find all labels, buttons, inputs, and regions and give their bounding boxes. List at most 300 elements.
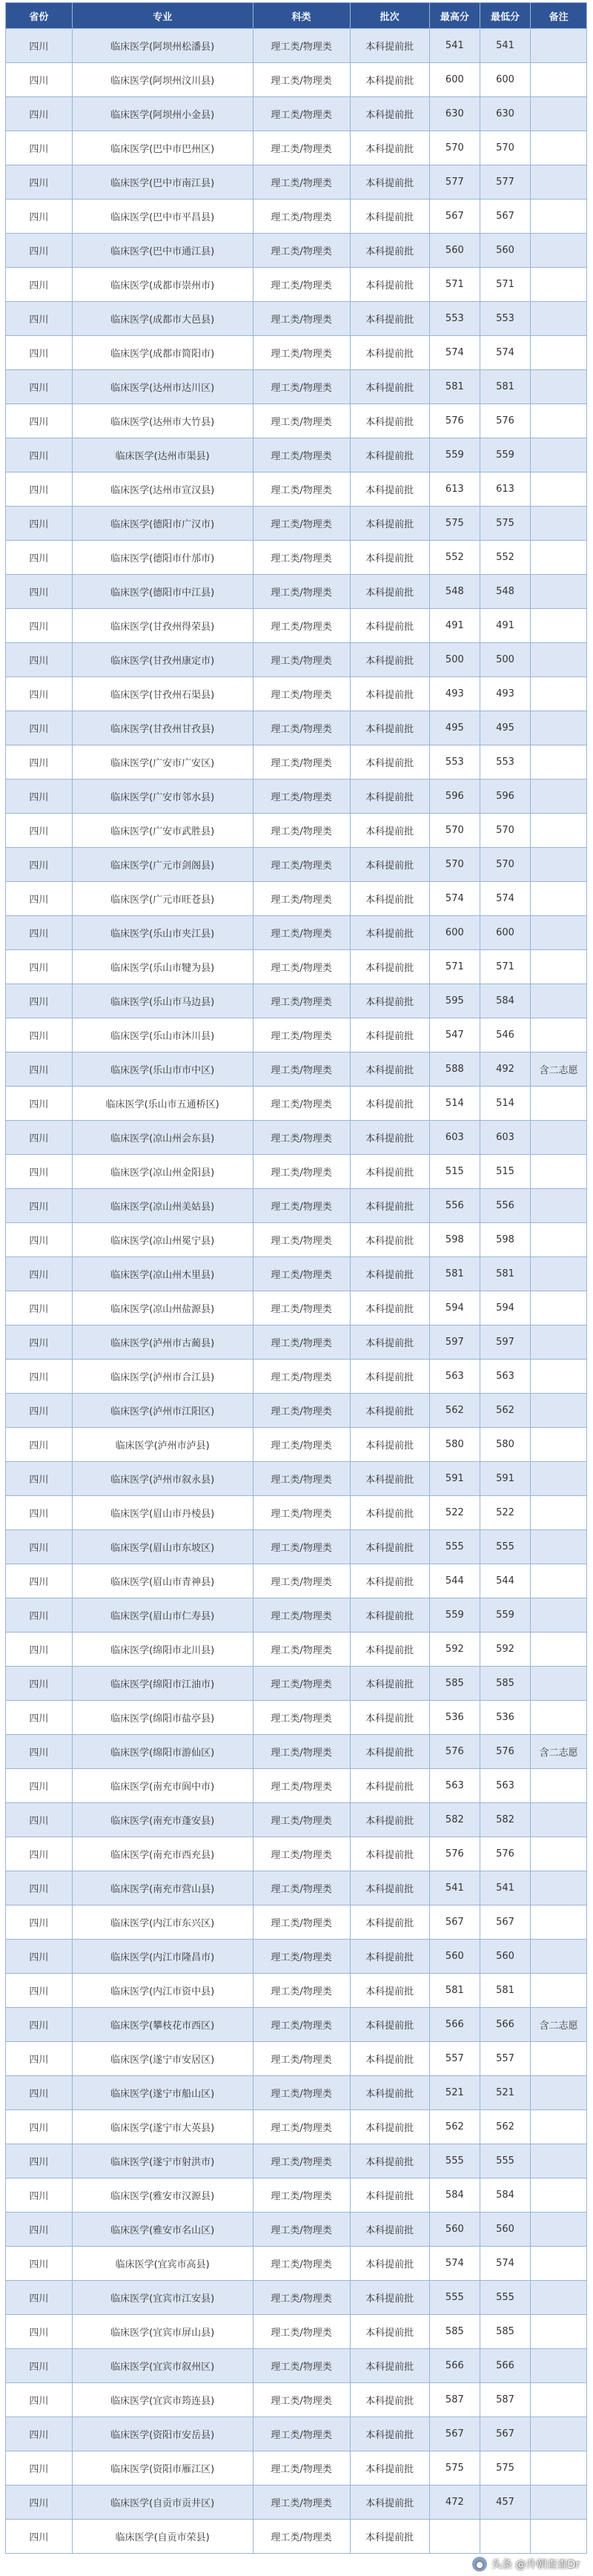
cell-major: 临床医学(凉山州盐源县) (72, 1291, 253, 1325)
cell-province: 四川 (6, 1633, 73, 1667)
cell-min-score: 574 (480, 336, 530, 370)
cell-category: 理工类/物理类 (253, 2076, 350, 2110)
cell-min-score: 555 (480, 2144, 530, 2178)
cell-min-score: 495 (480, 711, 530, 745)
cell-note (531, 2417, 587, 2451)
admission-table (5, 2, 587, 2554)
cell-max-score: 521 (429, 2076, 480, 2110)
cell-min-score: 570 (480, 814, 530, 848)
cell-note (531, 814, 587, 848)
cell-note (531, 29, 587, 63)
cell-note (531, 2110, 587, 2144)
cell-batch: 本科提前批 (350, 1496, 429, 1530)
cell-max-score: 570 (429, 131, 480, 165)
cell-batch: 本科提前批 (350, 1530, 429, 1564)
cell-max-score: 547 (429, 1018, 480, 1053)
cell-max-score: 541 (429, 1871, 480, 1905)
cell-province: 四川 (6, 370, 73, 404)
cell-major: 临床医学(德阳市中江县) (72, 575, 253, 609)
cell-batch: 本科提前批 (350, 2042, 429, 2076)
table-row (6, 507, 587, 541)
cell-max-score: 574 (429, 336, 480, 370)
cell-major: 临床医学(甘孜州甘孜县) (72, 711, 253, 745)
table-row (6, 1905, 587, 1940)
cell-category: 理工类/物理类 (253, 1360, 350, 1394)
cell-max-score: 570 (429, 814, 480, 848)
cell-major: 临床医学(阿坝州汶川县) (72, 63, 253, 97)
cell-major: 临床医学(宜宾市屏山县) (72, 2315, 253, 2349)
cell-max-score: 544 (429, 1564, 480, 1598)
cell-province: 四川 (6, 1291, 73, 1325)
cell-category: 理工类/物理类 (253, 1598, 350, 1633)
cell-min-score: 576 (480, 1735, 530, 1769)
cell-note (531, 1257, 587, 1291)
cell-min-score: 491 (480, 609, 530, 643)
cell-category: 理工类/物理类 (253, 1121, 350, 1155)
table-row (6, 1735, 587, 1769)
header-province: 省份 (6, 3, 73, 29)
cell-province: 四川 (6, 745, 73, 780)
cell-major: 临床医学(泸州市叙永县) (72, 1462, 253, 1496)
cell-max-score: 553 (429, 745, 480, 780)
table-row (6, 1428, 587, 1462)
cell-province: 四川 (6, 1121, 73, 1155)
cell-min-score: 577 (480, 165, 530, 200)
cell-province: 四川 (6, 1837, 73, 1871)
cell-province: 四川 (6, 438, 73, 472)
cell-category: 理工类/物理类 (253, 541, 350, 575)
table-row (6, 745, 587, 780)
cell-category: 理工类/物理类 (253, 1462, 350, 1496)
cell-category: 理工类/物理类 (253, 1394, 350, 1428)
cell-province: 四川 (6, 1223, 73, 1257)
cell-max-score: 613 (429, 472, 480, 507)
cell-category: 理工类/物理类 (253, 1667, 350, 1701)
table-row (6, 1564, 587, 1598)
cell-note (531, 882, 587, 916)
cell-max-score: 567 (429, 1905, 480, 1940)
table-row (6, 131, 587, 165)
cell-note (531, 200, 587, 234)
cell-batch: 本科提前批 (350, 1189, 429, 1223)
cell-category: 理工类/物理类 (253, 1018, 350, 1053)
cell-major: 临床医学(资阳市雁江区) (72, 2451, 253, 2486)
cell-min-score: 566 (480, 2349, 530, 2383)
cell-batch: 本科提前批 (350, 1803, 429, 1837)
cell-province: 四川 (6, 984, 73, 1018)
cell-note (531, 1871, 587, 1905)
cell-max-score: 581 (429, 1974, 480, 2008)
cell-min-score: 576 (480, 404, 530, 438)
table-row (6, 916, 587, 950)
cell-category: 理工类/物理类 (253, 2451, 350, 2486)
cell-min-score: 553 (480, 302, 530, 336)
cell-province: 四川 (6, 1735, 73, 1769)
cell-note (531, 438, 587, 472)
watermark (472, 2557, 580, 2572)
cell-note: 含二志愿 (531, 1053, 587, 1087)
cell-province: 四川 (6, 2520, 73, 2554)
cell-note (531, 541, 587, 575)
cell-note (531, 2042, 587, 2076)
cell-max-score: 562 (429, 1394, 480, 1428)
cell-min-score: 600 (480, 916, 530, 950)
table-row (6, 2042, 587, 2076)
cell-min-score: 556 (480, 1189, 530, 1223)
cell-max-score: 597 (429, 1325, 480, 1360)
cell-category: 理工类/物理类 (253, 1769, 350, 1803)
cell-category: 理工类/物理类 (253, 984, 350, 1018)
cell-batch: 本科提前批 (350, 165, 429, 200)
cell-min-score: 493 (480, 677, 530, 711)
cell-min-score: 552 (480, 541, 530, 575)
cell-major: 临床医学(广安市广安区) (72, 745, 253, 780)
cell-max-score: 575 (429, 507, 480, 541)
cell-province: 四川 (6, 1053, 73, 1087)
cell-note: 含二志愿 (531, 2008, 587, 2042)
cell-category: 理工类/物理类 (253, 507, 350, 541)
cell-min-score: 522 (480, 1496, 530, 1530)
cell-batch: 本科提前批 (350, 1394, 429, 1428)
cell-major: 临床医学(遂宁市船山区) (72, 2076, 253, 2110)
cell-min-score: 544 (480, 1564, 530, 1598)
cell-category: 理工类/物理类 (253, 234, 350, 268)
table-row (6, 438, 587, 472)
table-row (6, 2520, 587, 2554)
cell-province: 四川 (6, 1530, 73, 1564)
table-row (6, 2315, 587, 2349)
table-row (6, 814, 587, 848)
cell-province: 四川 (6, 268, 73, 302)
table-row (6, 1257, 587, 1291)
table-row (6, 2451, 587, 2486)
cell-max-score: 560 (429, 1940, 480, 1974)
cell-note (531, 1428, 587, 1462)
cell-batch: 本科提前批 (350, 404, 429, 438)
cell-batch: 本科提前批 (350, 575, 429, 609)
cell-max-score: 576 (429, 404, 480, 438)
cell-province: 四川 (6, 165, 73, 200)
cell-min-score: 567 (480, 200, 530, 234)
cell-batch: 本科提前批 (350, 1871, 429, 1905)
cell-note (531, 1394, 587, 1428)
cell-batch: 本科提前批 (350, 268, 429, 302)
cell-min-score: 514 (480, 1087, 530, 1121)
cell-category: 理工类/物理类 (253, 1940, 350, 1974)
table-row (6, 370, 587, 404)
cell-note (531, 848, 587, 882)
cell-note (531, 1598, 587, 1633)
cell-note (531, 2178, 587, 2213)
cell-major: 临床医学(甘孜州得荣县) (72, 609, 253, 643)
cell-category: 理工类/物理类 (253, 1189, 350, 1223)
cell-max-score: 557 (429, 2042, 480, 2076)
cell-batch: 本科提前批 (350, 1257, 429, 1291)
cell-max-score: 541 (429, 29, 480, 63)
table-row (6, 1701, 587, 1735)
cell-category: 理工类/物理类 (253, 1837, 350, 1871)
cell-major: 临床医学(巴中市通江县) (72, 234, 253, 268)
cell-max-score: 553 (429, 302, 480, 336)
cell-category: 理工类/物理类 (253, 404, 350, 438)
header-major: 专业 (72, 3, 253, 29)
cell-min-score: 559 (480, 438, 530, 472)
cell-max-score: 567 (429, 2417, 480, 2451)
cell-category: 理工类/物理类 (253, 1871, 350, 1905)
cell-category: 理工类/物理类 (253, 2213, 350, 2247)
cell-note (531, 370, 587, 404)
cell-major: 临床医学(雅安市名山区) (72, 2213, 253, 2247)
cell-batch: 本科提前批 (350, 677, 429, 711)
cell-min-score: 515 (480, 1155, 530, 1189)
cell-min-score: 630 (480, 97, 530, 131)
cell-province: 四川 (6, 1905, 73, 1940)
cell-category: 理工类/物理类 (253, 1905, 350, 1940)
cell-note (531, 1940, 587, 1974)
cell-max-score: 566 (429, 2349, 480, 2383)
table-row (6, 1871, 587, 1905)
table-row (6, 2281, 587, 2315)
cell-major: 临床医学(眉山市丹棱县) (72, 1496, 253, 1530)
cell-province: 四川 (6, 63, 73, 97)
cell-province: 四川 (6, 2247, 73, 2281)
cell-province: 四川 (6, 2144, 73, 2178)
cell-major: 临床医学(内江市资中县) (72, 1974, 253, 2008)
cell-major: 临床医学(德阳市广汉市) (72, 507, 253, 541)
table-row (6, 711, 587, 745)
cell-province: 四川 (6, 575, 73, 609)
cell-province: 四川 (6, 336, 73, 370)
cell-batch: 本科提前批 (350, 302, 429, 336)
cell-category: 理工类/物理类 (253, 1155, 350, 1189)
cell-max-score: 596 (429, 780, 480, 814)
cell-province: 四川 (6, 2110, 73, 2144)
cell-min-score: 567 (480, 1905, 530, 1940)
cell-major: 临床医学(遂宁市射洪市) (72, 2144, 253, 2178)
cell-min-score: 592 (480, 1633, 530, 1667)
cell-major: 临床医学(阿坝州小金县) (72, 97, 253, 131)
cell-province: 四川 (6, 848, 73, 882)
cell-province: 四川 (6, 2315, 73, 2349)
cell-category: 理工类/物理类 (253, 2042, 350, 2076)
cell-batch: 本科提前批 (350, 2383, 429, 2417)
table-row (6, 848, 587, 882)
cell-batch: 本科提前批 (350, 2315, 429, 2349)
cell-max-score: 630 (429, 97, 480, 131)
cell-category: 理工类/物理类 (253, 1803, 350, 1837)
cell-batch: 本科提前批 (350, 1462, 429, 1496)
cell-max-score: 580 (429, 1428, 480, 1462)
cell-province: 四川 (6, 1462, 73, 1496)
cell-major: 临床医学(成都市大邑县) (72, 302, 253, 336)
cell-note (531, 2383, 587, 2417)
cell-max-score: 576 (429, 1735, 480, 1769)
cell-province: 四川 (6, 2213, 73, 2247)
cell-note (531, 2076, 587, 2110)
cell-min-score: 600 (480, 63, 530, 97)
cell-category: 理工类/物理类 (253, 848, 350, 882)
cell-note (531, 1291, 587, 1325)
cell-batch: 本科提前批 (350, 2178, 429, 2213)
cell-province: 四川 (6, 711, 73, 745)
cell-batch: 本科提前批 (350, 200, 429, 234)
cell-max-score: 563 (429, 1769, 480, 1803)
cell-max-score: 585 (429, 1667, 480, 1701)
cell-province: 四川 (6, 2008, 73, 2042)
cell-province: 四川 (6, 1667, 73, 1701)
watermark-text: 头条 @升朝查查Dr (491, 2559, 580, 2571)
cell-major: 临床医学(绵阳市江油市) (72, 1667, 253, 1701)
cell-note: 含二志愿 (531, 1735, 587, 1769)
cell-min-score: 560 (480, 2213, 530, 2247)
cell-major: 临床医学(乐山市马边县) (72, 984, 253, 1018)
table-row (6, 1291, 587, 1325)
cell-category: 理工类/物理类 (253, 131, 350, 165)
cell-max-score: 562 (429, 2110, 480, 2144)
cell-min-score: 555 (480, 1530, 530, 1564)
cell-min-score: 492 (480, 1053, 530, 1087)
cell-min-score: 567 (480, 2417, 530, 2451)
cell-max-score: 555 (429, 2281, 480, 2315)
cell-batch: 本科提前批 (350, 541, 429, 575)
cell-batch: 本科提前批 (350, 1428, 429, 1462)
cell-batch: 本科提前批 (350, 780, 429, 814)
cell-major: 临床医学(自贡市贡井区) (72, 2486, 253, 2520)
cell-province: 四川 (6, 1564, 73, 1598)
table-row (6, 2110, 587, 2144)
cell-category: 理工类/物理类 (253, 97, 350, 131)
cell-category: 理工类/物理类 (253, 336, 350, 370)
cell-note (531, 1496, 587, 1530)
cell-batch: 本科提前批 (350, 1121, 429, 1155)
table-row (6, 1325, 587, 1360)
cell-category: 理工类/物理类 (253, 1223, 350, 1257)
table-row (6, 1530, 587, 1564)
table-row (6, 780, 587, 814)
cell-major: 临床医学(广元市剑阁县) (72, 848, 253, 882)
cell-note (531, 916, 587, 950)
cell-category: 理工类/物理类 (253, 2349, 350, 2383)
cell-province: 四川 (6, 609, 73, 643)
cell-category: 理工类/物理类 (253, 2110, 350, 2144)
cell-note (531, 1155, 587, 1189)
cell-major: 临床医学(南充市蓬安县) (72, 1803, 253, 1837)
cell-province: 四川 (6, 29, 73, 63)
cell-note (531, 2520, 587, 2554)
cell-batch: 本科提前批 (350, 438, 429, 472)
table-row (6, 1803, 587, 1837)
cell-min-score: 576 (480, 1837, 530, 1871)
cell-category: 理工类/物理类 (253, 2178, 350, 2213)
cell-province: 四川 (6, 1428, 73, 1462)
cell-category: 理工类/物理类 (253, 1087, 350, 1121)
cell-major: 临床医学(自贡市荣县) (72, 2520, 253, 2554)
cell-max-score: 563 (429, 1360, 480, 1394)
cell-max-score: 495 (429, 711, 480, 745)
cell-batch: 本科提前批 (350, 1360, 429, 1394)
cell-min-score: 582 (480, 1803, 530, 1837)
cell-province: 四川 (6, 2451, 73, 2486)
cell-major: 临床医学(内江市隆昌市) (72, 1940, 253, 1974)
cell-max-score: 592 (429, 1633, 480, 1667)
cell-province: 四川 (6, 507, 73, 541)
cell-note (531, 1462, 587, 1496)
cell-note (531, 2486, 587, 2520)
cell-batch: 本科提前批 (350, 1598, 429, 1633)
cell-major: 临床医学(眉山市青神县) (72, 1564, 253, 1598)
cell-province: 四川 (6, 780, 73, 814)
table-row (6, 1360, 587, 1394)
cell-category: 理工类/物理类 (253, 2520, 350, 2554)
cell-min-score: 562 (480, 2110, 530, 2144)
cell-batch: 本科提前批 (350, 97, 429, 131)
cell-category: 理工类/物理类 (253, 63, 350, 97)
cell-max-score: 559 (429, 438, 480, 472)
cell-province: 四川 (6, 1394, 73, 1428)
table-row (6, 1087, 587, 1121)
avatar-icon: ● (472, 2557, 487, 2572)
cell-batch: 本科提前批 (350, 2281, 429, 2315)
table-row (6, 2008, 587, 2042)
cell-category: 理工类/物理类 (253, 2144, 350, 2178)
cell-min-score: 584 (480, 2178, 530, 2213)
table-row (6, 1189, 587, 1223)
cell-province: 四川 (6, 814, 73, 848)
table-row (6, 1837, 587, 1871)
cell-category: 理工类/物理类 (253, 575, 350, 609)
table-row (6, 1496, 587, 1530)
cell-note (531, 1121, 587, 1155)
cell-major: 临床医学(遂宁市安居区) (72, 2042, 253, 2076)
cell-note (531, 780, 587, 814)
cell-note (531, 2315, 587, 2349)
cell-batch: 本科提前批 (350, 1701, 429, 1735)
cell-batch: 本科提前批 (350, 1155, 429, 1189)
cell-batch: 本科提前批 (350, 848, 429, 882)
table-row (6, 2383, 587, 2417)
cell-batch: 本科提前批 (350, 609, 429, 643)
cell-major: 临床医学(成都市简阳市) (72, 336, 253, 370)
cell-batch: 本科提前批 (350, 1940, 429, 1974)
cell-max-score: 574 (429, 2247, 480, 2281)
cell-category: 理工类/物理类 (253, 950, 350, 984)
table-row (6, 472, 587, 507)
cell-note (531, 234, 587, 268)
cell-category: 理工类/物理类 (253, 29, 350, 63)
table-row (6, 1598, 587, 1633)
cell-province: 四川 (6, 200, 73, 234)
cell-note (531, 1223, 587, 1257)
cell-min-score: 613 (480, 472, 530, 507)
cell-note (531, 984, 587, 1018)
cell-min-score: 591 (480, 1462, 530, 1496)
cell-batch: 本科提前批 (350, 472, 429, 507)
cell-category: 理工类/物理类 (253, 1974, 350, 2008)
cell-province: 四川 (6, 677, 73, 711)
cell-province: 四川 (6, 1018, 73, 1053)
cell-note (531, 711, 587, 745)
cell-max-score: 582 (429, 1803, 480, 1837)
cell-major: 临床医学(攀枝花市西区) (72, 2008, 253, 2042)
cell-major: 临床医学(南充市营山县) (72, 1871, 253, 1905)
cell-note (531, 609, 587, 643)
cell-major: 临床医学(乐山市夹江县) (72, 916, 253, 950)
cell-note (531, 1564, 587, 1598)
cell-min-score: 570 (480, 131, 530, 165)
cell-note (531, 336, 587, 370)
cell-major: 临床医学(成都市崇州市) (72, 268, 253, 302)
cell-category: 理工类/物理类 (253, 780, 350, 814)
